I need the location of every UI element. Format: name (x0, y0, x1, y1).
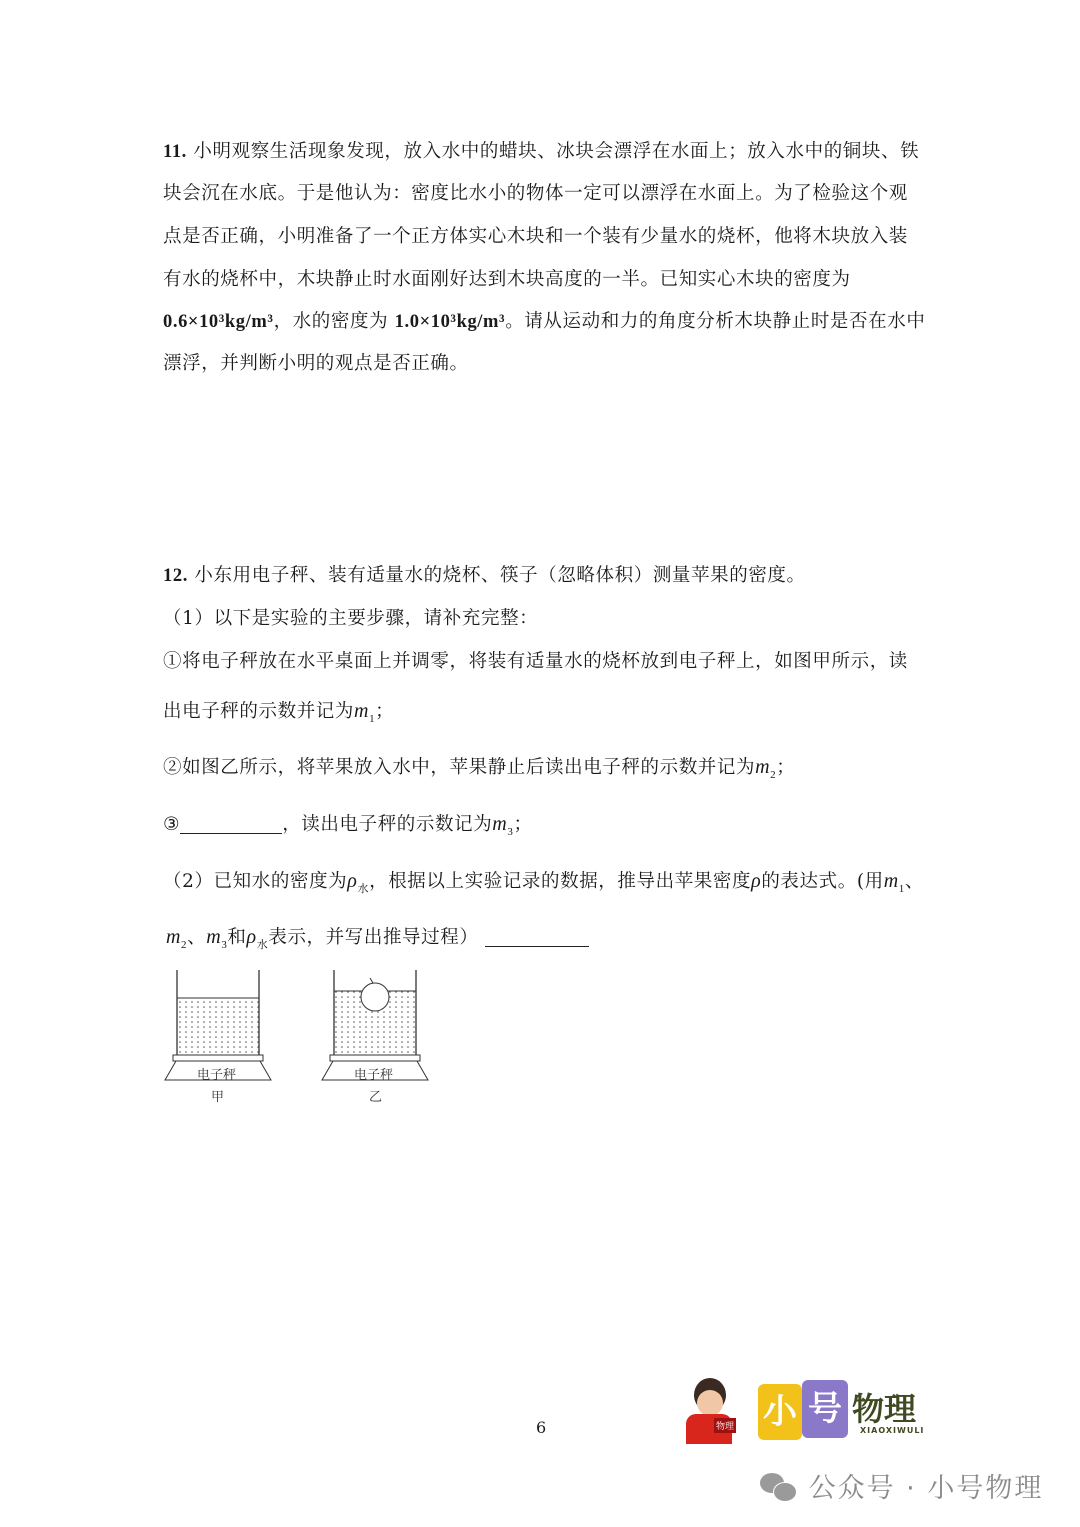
m2: $m_2$ (166, 926, 188, 951)
q12-intro (163, 564, 806, 588)
answer-blank[interactable] (180, 813, 282, 834)
q11-line-3: 点是否正确，小明准备了一个正方体实心木块和一个装有少量水的烧杯，他将木块放入装 (163, 226, 908, 247)
wood-density: 0.6×10³kg/m³ (163, 312, 274, 332)
answer-blank[interactable] (485, 926, 589, 947)
text: 小明观察生活现象发现，放入水中的蜡块、冰块会漂浮在水面上；放入水中的铜块、铁 (193, 141, 920, 162)
rho: ρ (751, 870, 762, 892)
q11-line-4: 有水的烧杯中，木块静止时水面刚好达到木块高度的一半。已知实心木块的密度为 (163, 269, 851, 290)
text: 出电子秤的示数并记为 (163, 701, 355, 722)
watermark (760, 1466, 1043, 1505)
rho-water: $\rho_水$ (347, 870, 370, 895)
watermark-text: 公众号 · 小号物理 (808, 1473, 1044, 1504)
apple-icon (361, 983, 389, 1011)
page-number: 6 (536, 1418, 547, 1437)
q12-step1-line1: ①将电子秤放在水平桌面上并调零，将装有适量水的烧杯放到电子秤上，如图甲所示，读 (163, 651, 908, 672)
text: ； (776, 757, 796, 778)
text: ②如图乙所示，将苹果放入水中，苹果静止后读出电子秤的示数并记为 (163, 757, 756, 778)
q11-line-2: 块会沉在水底。于是他认为：密度比水小的物体一定可以漂浮在水面上。为了检验这个观 (163, 183, 908, 204)
text: ，根据以上实验记录的数据，推导出苹果密度 (369, 871, 752, 892)
q12-part2-line2 (166, 925, 589, 957)
q11-line-1 (163, 140, 919, 164)
question-number: 12. (163, 566, 188, 586)
text: 的表达式。(用 (761, 871, 884, 892)
m3: $m_3$ (492, 813, 514, 838)
wechat-icon (760, 1473, 798, 1501)
q12-part2-line1 (163, 869, 924, 901)
rho-water: $\rho_水$ (246, 926, 269, 951)
text: 和 (227, 927, 247, 948)
text: ； (513, 814, 533, 835)
q12-step2 (163, 755, 795, 787)
text: ，水的密度为 (273, 311, 395, 332)
text: 。请从运动和力的角度分析木块静止时是否在水中 (505, 311, 926, 332)
text: 、 (187, 927, 207, 948)
text: ； (375, 701, 395, 722)
scale-label-jia: 电子秤 (197, 1068, 237, 1083)
text: 、 (904, 871, 924, 892)
m1: $m_1$ (354, 700, 376, 725)
text: 小东用电子秤、装有适量水的烧杯、筷子（忽略体积）测量苹果的密度。 (194, 565, 806, 586)
figure-caption-yi: 乙 (369, 1090, 383, 1105)
scale-figures (160, 965, 450, 1105)
avatar: 物理 (682, 1378, 738, 1444)
q12-step3 (163, 812, 533, 844)
question-number: 11. (163, 142, 187, 162)
text: ，读出电子秤的示数记为 (282, 814, 493, 835)
q11-line-5 (163, 310, 925, 334)
q12-step1-line2 (163, 699, 394, 731)
brand-logo: 物理 小 号 物理 XIAOXIWULI (680, 1370, 940, 1450)
m1: $m_1$ (883, 870, 905, 895)
q11-line-6: 漂浮，并判断小明的观点是否正确。 (163, 353, 469, 374)
figure-caption-jia: 甲 (211, 1090, 225, 1105)
scale-label-yi: 电子秤 (354, 1068, 394, 1083)
text: （2）已知水的密度为 (163, 871, 348, 892)
text: ③ (163, 814, 181, 835)
water-density: 1.0×10³kg/m³ (394, 312, 506, 332)
text: 表示，并写出推导过程） (268, 927, 479, 948)
q12-part1: （1）以下是实验的主要步骤，请补充完整： (163, 608, 539, 629)
m3: $m_3$ (206, 926, 228, 951)
m2: $m_2$ (755, 756, 777, 781)
